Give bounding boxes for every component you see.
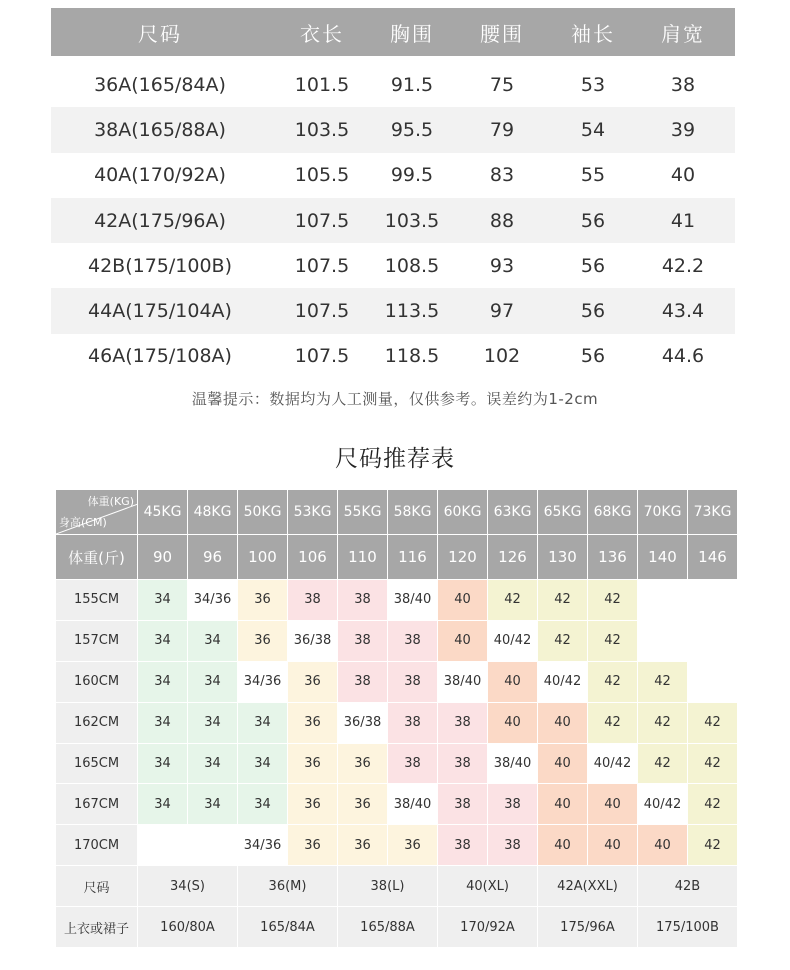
height-label: 155CM [56,580,138,621]
waist-cell: 83 [489,164,515,187]
header-shoulder: 肩宽 [661,21,705,46]
length-cell: 101.5 [294,73,350,96]
height-row [56,825,738,866]
recommended-size-cell: 38/40 [438,661,488,702]
waist-cell: 93 [489,254,515,277]
chest-cell: 99.5 [390,164,434,187]
height-row [56,661,738,702]
recommended-size-cell: 38 [438,784,488,825]
size-cell: 42B(175/100B) [87,254,232,277]
recommended-size-cell: 34 [188,743,238,784]
recommended-size-cell: 42 [488,580,538,621]
size-table-row [51,288,735,333]
recommended-size-cell: 38 [338,661,388,702]
recommended-size-cell: 40/42 [638,784,688,825]
size-table-header [51,8,735,56]
length-cell: 107.5 [294,345,350,368]
recommended-size-cell [638,620,688,661]
recommended-size-cell: 40 [538,743,588,784]
sleeve-cell: 56 [580,345,606,368]
weight-jin-header: 136 [588,535,638,580]
size-table-row [51,198,735,243]
weight-kg-header: 50KG [238,490,288,535]
size-table-row [51,243,735,288]
recommended-size-cell [188,825,238,866]
recommended-size-cell: 34/36 [188,580,238,621]
size-label-row [56,866,738,907]
recommended-size-cell: 42 [588,580,638,621]
weight-jin-header: 120 [438,535,488,580]
size-table-row [51,62,735,107]
recommended-size-cell: 42 [688,743,738,784]
recommended-size-cell: 38 [438,825,488,866]
top-size-cell: 165/84A [238,907,338,948]
length-cell: 105.5 [294,164,350,187]
recommended-size-cell: 34 [238,702,288,743]
recommended-size-cell [688,580,738,621]
recommended-size-cell: 38/40 [388,784,438,825]
height-label: 160CM [56,661,138,702]
recommended-size-cell: 40 [638,825,688,866]
recommended-size-cell: 42 [638,702,688,743]
recommended-size-cell: 40 [588,825,638,866]
measurement-tip: 温馨提示：数据均为人工测量，仅供参考。误差约为1-2cm [191,390,599,408]
recommended-size-cell: 40 [538,702,588,743]
shoulder-cell: 44.6 [661,345,705,368]
height-row [56,784,738,825]
size-name-cell: 34(S) [138,866,238,907]
size-cell: 36A(165/84A) [94,73,226,96]
recommended-size-cell: 42 [538,580,588,621]
weight-jin-header: 90 [138,535,188,580]
size-table-row [51,334,735,379]
size-name-cell: 42A(XXL) [538,866,638,907]
recommended-size-cell: 34 [138,784,188,825]
recommended-size-cell [688,620,738,661]
recommended-size-cell: 34/36 [238,661,288,702]
height-row [56,702,738,743]
waist-cell: 75 [489,73,515,96]
recommended-size-cell: 42 [588,702,638,743]
recommended-size-cell: 38 [338,580,388,621]
header-size: 尺码 [138,21,182,46]
recommended-size-cell: 36/38 [288,620,338,661]
recommended-size-cell: 38 [488,825,538,866]
height-label: 165CM [56,743,138,784]
header-waist: 腰围 [480,21,524,46]
shoulder-cell: 38 [670,73,696,96]
recommended-size-cell: 42 [688,784,738,825]
recommended-size-cell: 36 [238,620,288,661]
recommended-size-cell: 40 [438,580,488,621]
header-sleeve: 袖长 [571,21,615,46]
weight-jin-header: 140 [638,535,688,580]
recommended-size-cell: 36 [338,784,388,825]
size-cell: 44A(175/104A) [88,300,232,323]
height-label: 157CM [56,620,138,661]
top-size-row [56,907,738,948]
shoulder-cell: 42.2 [661,254,705,277]
recommended-size-cell: 36 [338,825,388,866]
shoulder-cell: 43.4 [661,300,705,323]
recommended-size-cell: 34 [238,784,288,825]
shoulder-cell: 40 [670,164,696,187]
recommended-size-cell: 36 [288,743,338,784]
sleeve-cell: 54 [580,118,606,141]
corner-header [56,490,138,535]
waist-cell: 79 [489,118,515,141]
chest-cell: 91.5 [390,73,434,96]
size-name-cell: 42B [638,866,738,907]
jin-label: 体重(斤) [56,535,138,580]
weight-kg-header: 68KG [588,490,638,535]
height-row [56,580,738,621]
height-row [56,743,738,784]
size-row-label: 尺码 [56,866,138,907]
recommended-size-cell: 40 [588,784,638,825]
recommended-size-cell: 36 [388,825,438,866]
corner-weight-label: 体重(KG) [87,495,134,508]
length-cell: 103.5 [294,118,350,141]
recommended-size-cell: 38 [388,743,438,784]
weight-kg-header: 58KG [388,490,438,535]
recommended-size-cell: 42 [588,620,638,661]
recommended-size-cell: 38 [388,661,438,702]
recommended-size-cell [688,661,738,702]
recommended-size-cell: 34 [138,620,188,661]
weight-jin-header: 100 [238,535,288,580]
recommended-size-cell: 42 [538,620,588,661]
recommended-size-cell [138,825,188,866]
chest-cell: 103.5 [384,209,440,232]
size-name-cell: 38(L) [338,866,438,907]
recommended-size-cell: 42 [638,661,688,702]
chest-cell: 113.5 [384,300,440,323]
recommended-size-cell: 38/40 [488,743,538,784]
recommended-size-cell: 38 [388,620,438,661]
weight-jin-header: 116 [388,535,438,580]
recommended-size-cell: 34 [188,620,238,661]
weight-jin-header: 130 [538,535,588,580]
size-table-row [51,107,735,152]
weight-kg-header: 48KG [188,490,238,535]
top-size-cell: 175/96A [538,907,638,948]
recommended-size-cell: 40 [488,702,538,743]
top-size-cell: 160/80A [138,907,238,948]
waist-cell: 88 [489,209,515,232]
recommended-size-cell: 34 [138,702,188,743]
weight-jin-header: 96 [188,535,238,580]
recommended-size-cell: 40 [538,825,588,866]
recommended-size-cell: 36 [288,825,338,866]
recommended-size-cell: 36/38 [338,702,388,743]
recommended-size-cell: 34 [188,661,238,702]
recommended-size-cell: 36 [288,661,338,702]
weight-kg-header: 63KG [488,490,538,535]
recommended-size-cell: 40 [488,661,538,702]
recommended-size-cell: 36 [338,743,388,784]
top-size-cell: 170/92A [438,907,538,948]
recommended-size-cell: 40 [438,620,488,661]
size-table-row [51,153,735,198]
weight-jin-header: 146 [688,535,738,580]
recommended-size-cell: 34/36 [238,825,288,866]
weight-jin-header: 126 [488,535,538,580]
recommended-size-cell: 42 [588,661,638,702]
recommended-size-cell: 38 [288,580,338,621]
recommended-size-cell: 42 [688,702,738,743]
recommended-size-cell: 38 [438,702,488,743]
recommended-size-cell: 36 [288,784,338,825]
weight-kg-header: 45KG [138,490,188,535]
corner-height-label: 身高(CM) [59,516,107,529]
recommended-size-cell: 40 [538,784,588,825]
length-cell: 107.5 [294,300,350,323]
recommended-size-cell: 40/42 [538,661,588,702]
chest-cell: 118.5 [384,345,440,368]
size-table [51,8,735,379]
recommended-size-cell: 34 [238,743,288,784]
recommended-size-cell: 36 [288,702,338,743]
waist-cell: 102 [483,345,521,368]
weight-kg-header: 53KG [288,490,338,535]
length-cell: 107.5 [294,254,350,277]
shoulder-cell: 41 [670,209,696,232]
size-cell: 40A(170/92A) [94,164,226,187]
recommended-size-cell: 42 [688,825,738,866]
length-cell: 107.5 [294,209,350,232]
top-size-cell: 165/88A [338,907,438,948]
recommended-size-cell: 34 [188,784,238,825]
recommended-size-cell: 34 [188,702,238,743]
sleeve-cell: 56 [580,254,606,277]
recommended-size-cell [638,580,688,621]
size-name-cell: 36(M) [238,866,338,907]
weight-kg-header: 55KG [338,490,388,535]
chest-cell: 108.5 [384,254,440,277]
header-length: 衣长 [300,21,344,46]
weight-kg-header: 65KG [538,490,588,535]
shoulder-cell: 39 [670,118,696,141]
recommended-size-cell: 38 [338,620,388,661]
recommended-size-cell: 40/42 [488,620,538,661]
sleeve-cell: 53 [580,73,606,96]
sleeve-cell: 56 [580,300,606,323]
size-name-cell: 40(XL) [438,866,538,907]
recommended-size-cell: 34 [138,743,188,784]
recommended-size-cell: 38 [388,702,438,743]
recommended-size-cell: 42 [638,743,688,784]
weight-kg-header: 60KG [438,490,488,535]
height-row [56,620,738,661]
top-row-label: 上衣或裙子 [56,907,138,948]
height-label: 162CM [56,702,138,743]
size-cell: 46A(175/108A) [88,345,232,368]
header-chest: 胸围 [390,21,434,46]
size-cell: 42A(175/96A) [94,209,226,232]
weight-kg-header: 70KG [638,490,688,535]
recommended-size-cell: 38 [488,784,538,825]
top-size-cell: 175/100B [638,907,738,948]
weight-kg-header: 73KG [688,490,738,535]
recommended-size-cell: 38/40 [388,580,438,621]
recommended-size-cell: 38 [438,743,488,784]
recommended-size-cell: 34 [138,580,188,621]
waist-cell: 97 [489,300,515,323]
recommendation-title: 尺码推荐表 [335,446,455,472]
weight-jin-header: 106 [288,535,338,580]
height-label: 170CM [56,825,138,866]
chest-cell: 95.5 [390,118,434,141]
recommended-size-cell: 36 [238,580,288,621]
recommended-size-cell: 34 [138,661,188,702]
recommended-size-cell: 40/42 [588,743,638,784]
sleeve-cell: 55 [580,164,606,187]
size-recommendation-table [55,489,738,948]
height-label: 167CM [56,784,138,825]
weight-jin-header: 110 [338,535,388,580]
sleeve-cell: 56 [580,209,606,232]
size-cell: 38A(165/88A) [94,118,226,141]
